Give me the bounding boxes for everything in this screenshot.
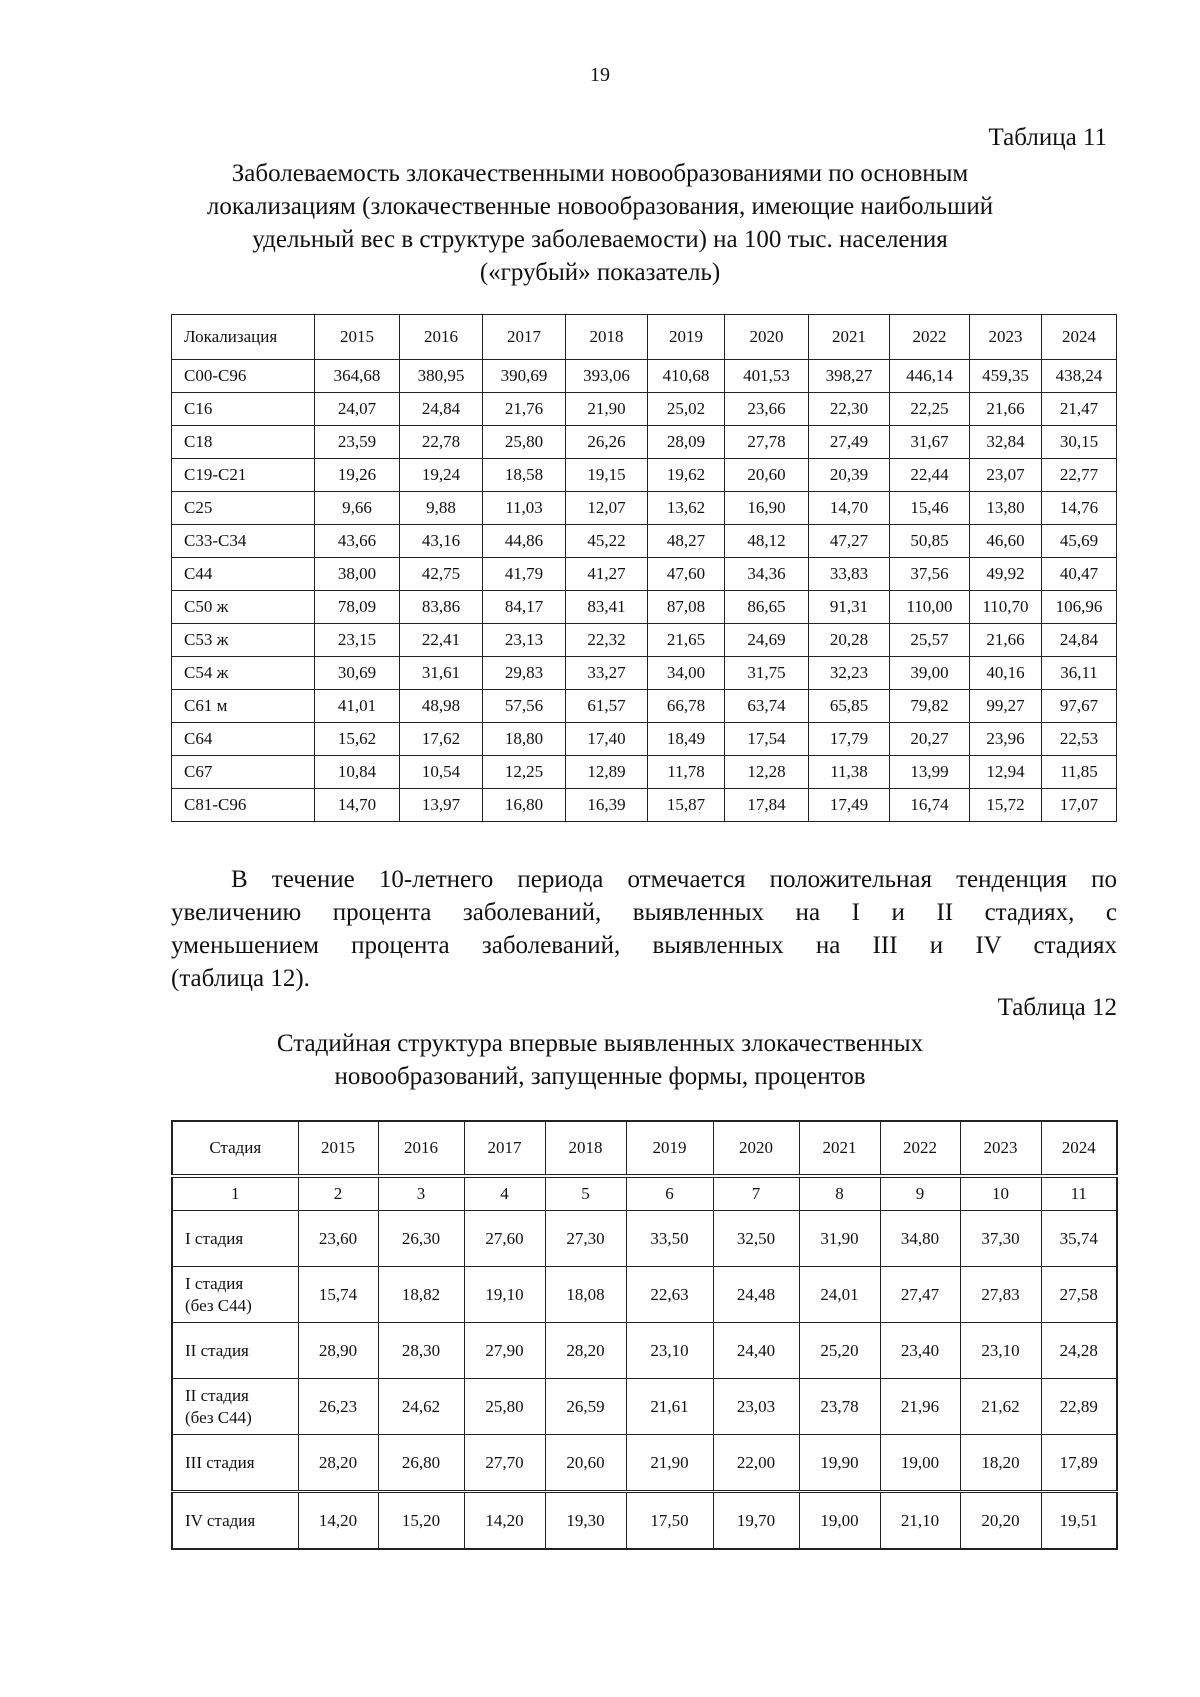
value-cell: 34,36	[725, 558, 809, 591]
value-cell: 97,67	[1042, 690, 1117, 723]
table12-title	[180, 1027, 1020, 1093]
value-cell: 27,90	[464, 1323, 545, 1379]
value-cell: 15,72	[970, 789, 1042, 822]
value-cell: 41,01	[315, 690, 400, 723]
paragraph-line: В течение 10-летнего периода отмечается положительная тенденция по	[231, 866, 1117, 893]
value-cell: 12,94	[970, 756, 1042, 789]
value-cell: 410,68	[648, 360, 725, 393]
value-cell: 27,83	[960, 1267, 1041, 1323]
value-cell: 18,20	[960, 1435, 1041, 1492]
header-cell: 2015	[298, 1121, 378, 1176]
value-cell: 28,90	[298, 1323, 378, 1379]
stage-structure-table	[171, 1120, 1118, 1550]
value-cell: 21,90	[566, 393, 648, 426]
value-cell: 47,60	[648, 558, 725, 591]
value-cell: 83,86	[400, 591, 483, 624]
row-label-cell: С61 м	[172, 690, 315, 723]
value-cell: 25,80	[483, 426, 566, 459]
row-label-cell: I стадия (без С44)	[172, 1267, 298, 1323]
table-row	[172, 1492, 1117, 1550]
value-cell: 22,53	[1042, 723, 1117, 756]
value-cell: 12,07	[566, 492, 648, 525]
table11-title-line: («грубый» показатель)	[479, 259, 721, 286]
value-cell: 61,57	[566, 690, 648, 723]
value-cell: 11,38	[809, 756, 890, 789]
paragraph-line: уменьшением процента заболеваний, выявленных на III и IV стадиях	[171, 932, 1117, 959]
row-label-cell: С00-С96	[172, 360, 315, 393]
value-cell: 21,96	[880, 1379, 960, 1435]
value-cell: 393,06	[566, 360, 648, 393]
value-cell: 106,96	[1042, 591, 1117, 624]
value-cell: 32,50	[713, 1211, 799, 1267]
header-cell: 2023	[960, 1121, 1041, 1176]
header-cell: 2017	[464, 1121, 545, 1176]
value-cell: 33,83	[809, 558, 890, 591]
header-cell: 2018	[566, 315, 648, 360]
value-cell: 18,08	[545, 1267, 626, 1323]
column-number-cell: 10	[960, 1176, 1041, 1211]
row-label-cell: С19-С21	[172, 459, 315, 492]
value-cell: 48,98	[400, 690, 483, 723]
column-number-row	[172, 1176, 1117, 1211]
value-cell: 26,30	[378, 1211, 464, 1267]
value-cell: 446,14	[890, 360, 970, 393]
value-cell: 31,75	[725, 657, 809, 690]
header-cell: 2017	[483, 315, 566, 360]
value-cell: 23,07	[970, 459, 1042, 492]
value-cell: 22,77	[1042, 459, 1117, 492]
value-cell: 24,84	[1042, 624, 1117, 657]
table11-title-line: Заболеваемость злокачественными новообразованиями по основным	[231, 160, 969, 187]
value-cell: 27,70	[464, 1435, 545, 1492]
value-cell: 17,79	[809, 723, 890, 756]
value-cell: 16,74	[890, 789, 970, 822]
value-cell: 24,07	[315, 393, 400, 426]
value-cell: 20,27	[890, 723, 970, 756]
value-cell: 25,02	[648, 393, 725, 426]
header-cell: Стадия	[172, 1121, 298, 1176]
value-cell: 34,80	[880, 1211, 960, 1267]
table-header-row	[172, 315, 1117, 360]
value-cell: 43,16	[400, 525, 483, 558]
value-cell: 13,62	[648, 492, 725, 525]
value-cell: 45,69	[1042, 525, 1117, 558]
row-label-cell: С44	[172, 558, 315, 591]
value-cell: 12,89	[566, 756, 648, 789]
value-cell: 23,96	[970, 723, 1042, 756]
value-cell: 19,24	[400, 459, 483, 492]
value-cell: 380,95	[400, 360, 483, 393]
value-cell: 84,17	[483, 591, 566, 624]
value-cell: 29,83	[483, 657, 566, 690]
header-cell: 2022	[890, 315, 970, 360]
value-cell: 66,78	[648, 690, 725, 723]
value-cell: 63,74	[725, 690, 809, 723]
value-cell: 40,16	[970, 657, 1042, 690]
value-cell: 14,20	[464, 1492, 545, 1550]
value-cell: 24,84	[400, 393, 483, 426]
value-cell: 23,15	[315, 624, 400, 657]
value-cell: 34,00	[648, 657, 725, 690]
value-cell: 11,03	[483, 492, 566, 525]
value-cell: 79,82	[890, 690, 970, 723]
value-cell: 23,60	[298, 1211, 378, 1267]
value-cell: 48,12	[725, 525, 809, 558]
table-row	[172, 1267, 1117, 1323]
table-row	[172, 1379, 1117, 1435]
value-cell: 27,58	[1041, 1267, 1117, 1323]
column-number-cell: 7	[713, 1176, 799, 1211]
table-row	[172, 1323, 1117, 1379]
value-cell: 23,13	[483, 624, 566, 657]
value-cell: 459,35	[970, 360, 1042, 393]
value-cell: 41,27	[566, 558, 648, 591]
value-cell: 17,89	[1041, 1435, 1117, 1492]
value-cell: 33,27	[566, 657, 648, 690]
value-cell: 24,48	[713, 1267, 799, 1323]
table11-title-line: удельный вес в структуре заболеваемости) на 100 тыс. населения	[252, 226, 948, 253]
value-cell: 21,66	[970, 393, 1042, 426]
row-label-cell: С81-С96	[172, 789, 315, 822]
value-cell: 27,49	[809, 426, 890, 459]
value-cell: 83,41	[566, 591, 648, 624]
value-cell: 26,26	[566, 426, 648, 459]
value-cell: 28,30	[378, 1323, 464, 1379]
header-cell: 2022	[880, 1121, 960, 1176]
value-cell: 364,68	[315, 360, 400, 393]
value-cell: 19,62	[648, 459, 725, 492]
header-cell: 2016	[378, 1121, 464, 1176]
table12-label: Таблица 12	[997, 994, 1117, 1021]
value-cell: 27,78	[725, 426, 809, 459]
table-row	[172, 723, 1117, 756]
value-cell: 21,62	[960, 1379, 1041, 1435]
column-number-cell: 8	[799, 1176, 880, 1211]
row-label-cell: II стадия	[172, 1323, 298, 1379]
row-label-cell: С64	[172, 723, 315, 756]
paragraph-line: увеличению процента заболеваний, выявленных на I и II стадиях, с	[171, 899, 1117, 926]
value-cell: 87,08	[648, 591, 725, 624]
value-cell: 31,90	[799, 1211, 880, 1267]
row-label-cell: С50 ж	[172, 591, 315, 624]
value-cell: 17,54	[725, 723, 809, 756]
value-cell: 18,80	[483, 723, 566, 756]
value-cell: 21,61	[626, 1379, 713, 1435]
row-label-cell: С18	[172, 426, 315, 459]
table-row	[172, 393, 1117, 426]
value-cell: 22,78	[400, 426, 483, 459]
row-label-cell: С67	[172, 756, 315, 789]
header-cell: 2021	[809, 315, 890, 360]
column-number-cell: 2	[298, 1176, 378, 1211]
value-cell: 110,70	[970, 591, 1042, 624]
value-cell: 31,61	[400, 657, 483, 690]
row-label-cell: С25	[172, 492, 315, 525]
value-cell: 43,66	[315, 525, 400, 558]
value-cell: 23,66	[725, 393, 809, 426]
value-cell: 11,78	[648, 756, 725, 789]
value-cell: 22,44	[890, 459, 970, 492]
value-cell: 19,00	[880, 1435, 960, 1492]
value-cell: 57,56	[483, 690, 566, 723]
value-cell: 24,62	[378, 1379, 464, 1435]
table12-title-line: Стадийная структура впервые выявленных злокачественных	[276, 1030, 924, 1057]
header-cell: 2020	[713, 1121, 799, 1176]
table-row	[172, 756, 1117, 789]
value-cell: 19,70	[713, 1492, 799, 1550]
value-cell: 17,49	[809, 789, 890, 822]
column-number-cell: 1	[172, 1176, 298, 1211]
table11-title	[180, 157, 1020, 289]
value-cell: 32,23	[809, 657, 890, 690]
value-cell: 19,51	[1041, 1492, 1117, 1550]
row-label-cell: II стадия (без С44)	[172, 1379, 298, 1435]
value-cell: 46,60	[970, 525, 1042, 558]
value-cell: 33,50	[626, 1211, 713, 1267]
column-number-cell: 3	[378, 1176, 464, 1211]
value-cell: 20,20	[960, 1492, 1041, 1550]
value-cell: 37,56	[890, 558, 970, 591]
value-cell: 14,70	[315, 789, 400, 822]
value-cell: 21,90	[626, 1435, 713, 1492]
table-row	[172, 426, 1117, 459]
table-row	[172, 459, 1117, 492]
value-cell: 17,40	[566, 723, 648, 756]
value-cell: 15,62	[315, 723, 400, 756]
value-cell: 14,76	[1042, 492, 1117, 525]
table12-title-line: новообразований, запущенные формы, процентов	[334, 1063, 866, 1090]
value-cell: 91,31	[809, 591, 890, 624]
value-cell: 26,23	[298, 1379, 378, 1435]
value-cell: 86,65	[725, 591, 809, 624]
value-cell: 11,85	[1042, 756, 1117, 789]
header-cell: 2024	[1041, 1121, 1117, 1176]
column-number-cell: 9	[880, 1176, 960, 1211]
value-cell: 401,53	[725, 360, 809, 393]
value-cell: 390,69	[483, 360, 566, 393]
value-cell: 20,39	[809, 459, 890, 492]
row-label-cell: IV стадия	[172, 1492, 298, 1550]
value-cell: 36,11	[1042, 657, 1117, 690]
value-cell: 17,50	[626, 1492, 713, 1550]
header-cell: 2019	[626, 1121, 713, 1176]
value-cell: 18,49	[648, 723, 725, 756]
value-cell: 21,76	[483, 393, 566, 426]
value-cell: 38,00	[315, 558, 400, 591]
value-cell: 22,32	[566, 624, 648, 657]
value-cell: 39,00	[890, 657, 970, 690]
value-cell: 17,84	[725, 789, 809, 822]
value-cell: 27,60	[464, 1211, 545, 1267]
value-cell: 20,28	[809, 624, 890, 657]
header-cell: 2015	[315, 315, 400, 360]
value-cell: 30,69	[315, 657, 400, 690]
table-row	[172, 558, 1117, 591]
value-cell: 31,67	[890, 426, 970, 459]
column-number-cell: 11	[1041, 1176, 1117, 1211]
value-cell: 22,30	[809, 393, 890, 426]
table-row	[172, 1435, 1117, 1492]
row-label-cell: III стадия	[172, 1435, 298, 1492]
value-cell: 24,69	[725, 624, 809, 657]
table-row	[172, 360, 1117, 393]
value-cell: 19,15	[566, 459, 648, 492]
value-cell: 12,25	[483, 756, 566, 789]
row-label-cell: С16	[172, 393, 315, 426]
value-cell: 20,60	[725, 459, 809, 492]
value-cell: 22,63	[626, 1267, 713, 1323]
value-cell: 18,58	[483, 459, 566, 492]
value-cell: 22,89	[1041, 1379, 1117, 1435]
table-row	[172, 492, 1117, 525]
body-paragraph	[171, 863, 1117, 995]
value-cell: 28,20	[298, 1435, 378, 1492]
header-cell: 2019	[648, 315, 725, 360]
value-cell: 50,85	[890, 525, 970, 558]
value-cell: 40,47	[1042, 558, 1117, 591]
value-cell: 27,47	[880, 1267, 960, 1323]
table-header-row	[172, 1121, 1117, 1176]
row-label-cell: С54 ж	[172, 657, 315, 690]
value-cell: 19,26	[315, 459, 400, 492]
value-cell: 23,59	[315, 426, 400, 459]
value-cell: 25,20	[799, 1323, 880, 1379]
value-cell: 15,74	[298, 1267, 378, 1323]
header-cell: 2016	[400, 315, 483, 360]
value-cell: 13,97	[400, 789, 483, 822]
header-cell: 2018	[545, 1121, 626, 1176]
value-cell: 16,39	[566, 789, 648, 822]
paragraph-line: (таблица 12).	[171, 965, 310, 992]
header-cell: 2020	[725, 315, 809, 360]
value-cell: 9,66	[315, 492, 400, 525]
value-cell: 78,09	[315, 591, 400, 624]
value-cell: 35,74	[1041, 1211, 1117, 1267]
header-cell: 2024	[1042, 315, 1117, 360]
value-cell: 21,10	[880, 1492, 960, 1550]
value-cell: 110,00	[890, 591, 970, 624]
value-cell: 19,00	[799, 1492, 880, 1550]
value-cell: 25,80	[464, 1379, 545, 1435]
value-cell: 398,27	[809, 360, 890, 393]
value-cell: 9,88	[400, 492, 483, 525]
value-cell: 17,62	[400, 723, 483, 756]
row-label-cell: I стадия	[172, 1211, 298, 1267]
value-cell: 22,00	[713, 1435, 799, 1492]
table-row	[172, 591, 1117, 624]
value-cell: 47,27	[809, 525, 890, 558]
column-number-cell: 5	[545, 1176, 626, 1211]
value-cell: 23,78	[799, 1379, 880, 1435]
value-cell: 10,84	[315, 756, 400, 789]
value-cell: 22,25	[890, 393, 970, 426]
table-row	[172, 624, 1117, 657]
value-cell: 19,10	[464, 1267, 545, 1323]
row-label-cell: С33-С34	[172, 525, 315, 558]
table11-label: Таблица 11	[988, 124, 1107, 151]
header-cell: 2023	[970, 315, 1042, 360]
table11-title-line: локализациям (злокачественные новообразования, имеющие наибольший	[206, 193, 994, 220]
value-cell: 23,03	[713, 1379, 799, 1435]
value-cell: 42,75	[400, 558, 483, 591]
value-cell: 99,27	[970, 690, 1042, 723]
value-cell: 26,80	[378, 1435, 464, 1492]
value-cell: 21,66	[970, 624, 1042, 657]
value-cell: 19,30	[545, 1492, 626, 1550]
header-cell: Локализация	[172, 315, 315, 360]
table-row	[172, 1211, 1117, 1267]
column-number-cell: 6	[626, 1176, 713, 1211]
value-cell: 21,65	[648, 624, 725, 657]
value-cell: 44,86	[483, 525, 566, 558]
header-cell: 2021	[799, 1121, 880, 1176]
value-cell: 24,01	[799, 1267, 880, 1323]
value-cell: 23,10	[626, 1323, 713, 1379]
value-cell: 17,07	[1042, 789, 1117, 822]
value-cell: 26,59	[545, 1379, 626, 1435]
value-cell: 30,15	[1042, 426, 1117, 459]
value-cell: 14,20	[298, 1492, 378, 1550]
value-cell: 15,20	[378, 1492, 464, 1550]
value-cell: 10,54	[400, 756, 483, 789]
value-cell: 65,85	[809, 690, 890, 723]
value-cell: 20,60	[545, 1435, 626, 1492]
value-cell: 12,28	[725, 756, 809, 789]
value-cell: 16,90	[725, 492, 809, 525]
value-cell: 15,87	[648, 789, 725, 822]
value-cell: 13,80	[970, 492, 1042, 525]
table-row	[172, 525, 1117, 558]
value-cell: 18,82	[378, 1267, 464, 1323]
value-cell: 14,70	[809, 492, 890, 525]
value-cell: 45,22	[566, 525, 648, 558]
value-cell: 25,57	[890, 624, 970, 657]
value-cell: 48,27	[648, 525, 725, 558]
value-cell: 24,40	[713, 1323, 799, 1379]
value-cell: 37,30	[960, 1211, 1041, 1267]
table-row	[172, 789, 1117, 822]
value-cell: 438,24	[1042, 360, 1117, 393]
value-cell: 27,30	[545, 1211, 626, 1267]
value-cell: 23,10	[960, 1323, 1041, 1379]
value-cell: 41,79	[483, 558, 566, 591]
column-number-cell: 4	[464, 1176, 545, 1211]
value-cell: 24,28	[1041, 1323, 1117, 1379]
value-cell: 16,80	[483, 789, 566, 822]
page-number: 19	[590, 64, 610, 86]
value-cell: 19,90	[799, 1435, 880, 1492]
incidence-table	[171, 314, 1117, 822]
value-cell: 28,20	[545, 1323, 626, 1379]
value-cell: 15,46	[890, 492, 970, 525]
value-cell: 13,99	[890, 756, 970, 789]
value-cell: 28,09	[648, 426, 725, 459]
value-cell: 21,47	[1042, 393, 1117, 426]
table-row	[172, 690, 1117, 723]
value-cell: 32,84	[970, 426, 1042, 459]
value-cell: 49,92	[970, 558, 1042, 591]
row-label-cell: С53 ж	[172, 624, 315, 657]
value-cell: 23,40	[880, 1323, 960, 1379]
table-row	[172, 657, 1117, 690]
value-cell: 22,41	[400, 624, 483, 657]
